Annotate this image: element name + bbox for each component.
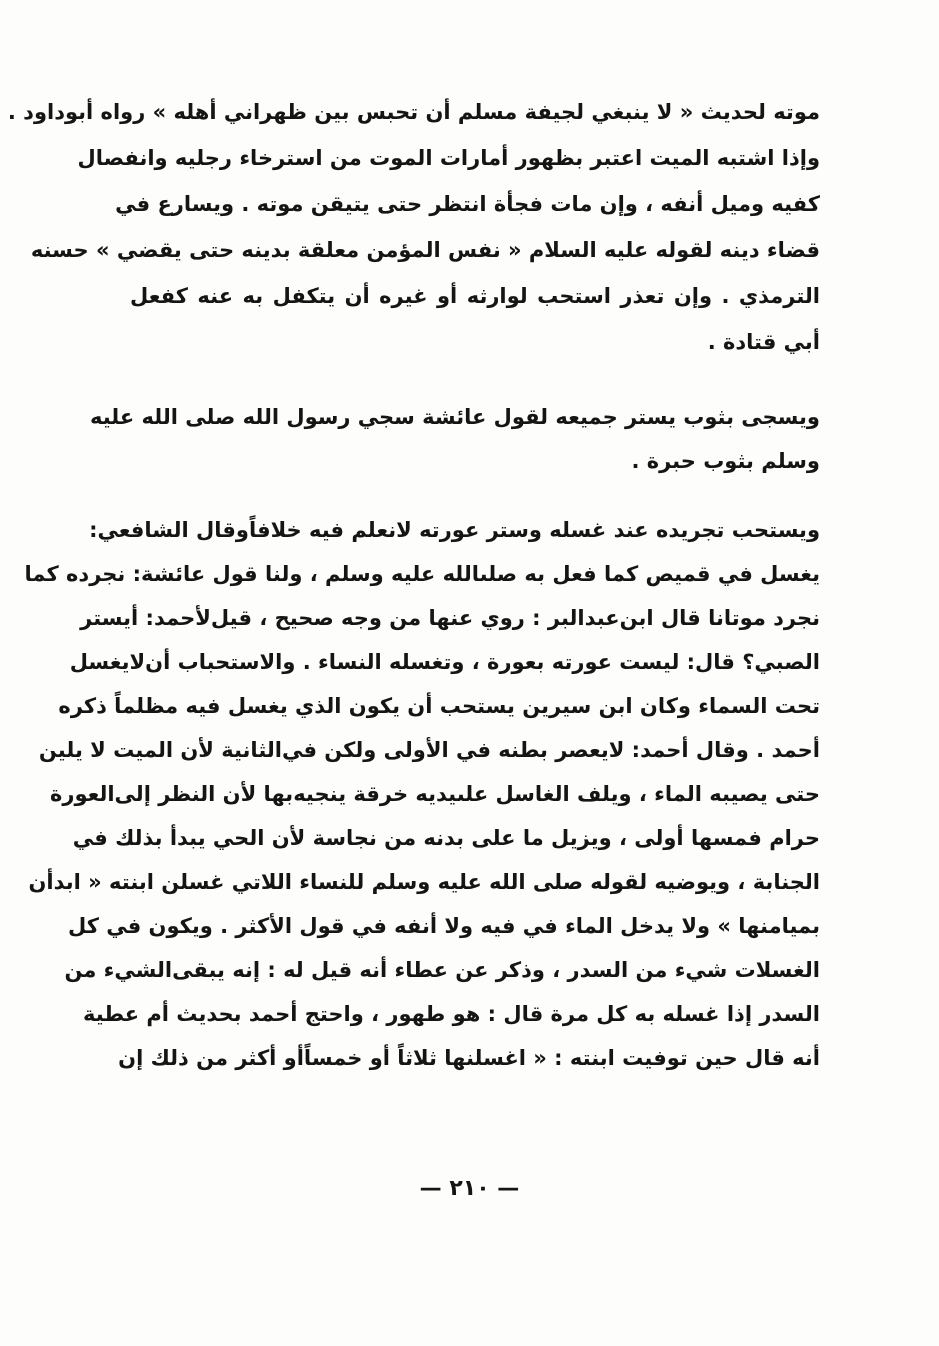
- text-line: السدر إذا غسله به كل مرة قال : هو طهور ، واحتج أحمد بحديث أم عطية: [82, 1002, 820, 1026]
- text-line: الجنابة ، ويوضيه لقوله صلى الله عليه وسلم للنساء اللاتي غسلن ابنته « ابدأن: [28, 870, 820, 894]
- text-line: وإذا اشتبه الميت اعتبر بظهور أمارات الموت من استرخاء رجليه وانفصال: [77, 146, 820, 170]
- text-line: الترمذي . وإن تعذر استحب لوارثه أو غيره أن يتكفل به عنه كفعل: [130, 284, 820, 308]
- text-line: أحمد . وقال أحمد: لايعصر بطنه في الأولى ولكن في‌الثانية لأن الميت لا يلين: [38, 738, 820, 762]
- text-line: وسلم بثوب حبرة .: [631, 449, 820, 473]
- paragraph-1: [7, 100, 820, 376]
- text-line: قضاء دينه لقوله عليه السلام « نفس المؤمن معلقة بدينه حتى يقضي » حسنه: [30, 238, 820, 262]
- text-line: ويستحب تجريده عند غسله وستر عورته لانعلم فيه خلافاًوقال الشافعي:: [89, 518, 820, 542]
- text-line: كفيه وميل أنفه ، وإن مات فجأة انتظر حتى يتيقن موته . ويسارع في: [115, 192, 820, 216]
- text-line: ويسجى بثوب يستر جميعه لقول عائشة سجي رسول الله صلى الله عليه: [90, 405, 820, 429]
- text-line: أنه قال حين توفيت ابنته : « اغسلنها ثلاثاً أو خمساًأو أكثر من ذلك إن: [118, 1046, 820, 1070]
- paragraph-3: [24, 518, 820, 1090]
- text-line: يغسل في قميص كما فعل به صلىالله عليه وسلم ، ولنا قول عائشة: نجرده كما: [24, 562, 820, 586]
- text-line: نجرد موتانا قال ابن‌عبدالبر : روي عنها من وجه صحيح ، قيل‌لأحمد: أيستر: [80, 606, 820, 630]
- text-line: الصبي؟ قال: ليست عورته بعورة ، وتغسله النساء . والاستحباب أن‌لايغسل: [69, 650, 820, 674]
- paragraph-2: [90, 405, 820, 493]
- text-line: أبي قتادة .: [707, 330, 820, 354]
- page-number: — ٢١٠ —: [419, 1176, 520, 1201]
- text-line: الغسلات شيء من السدر ، وذكر عن عطاء أنه قيل له : إنه يبقى‌الشيء من: [64, 958, 820, 982]
- text-line: موته لحديث « لا ينبغي لجيفة مسلم أن تحبس بين ظهراني أهله » رواه أبوداود .: [7, 100, 820, 124]
- text-line: بميامنها » ولا يدخل الماء في فيه ولا أنفه في قول الأكثر . ويكون في كل: [67, 914, 820, 938]
- text-line: حتى يصيبه الماء ، ويلف الغاسل علىيديه خرقة ينجيه‌بها لأن النظر إلى‌العورة: [49, 782, 820, 806]
- text-line: تحت السماء وكان ابن سيرين يستحب أن يكون الذي يغسل فيه مظلماً ذكره: [58, 694, 820, 718]
- text-line: حرام فمسها أولى ، ويزيل ما على بدنه من نجاسة لأن الحي يبدأ بذلك في: [72, 826, 820, 850]
